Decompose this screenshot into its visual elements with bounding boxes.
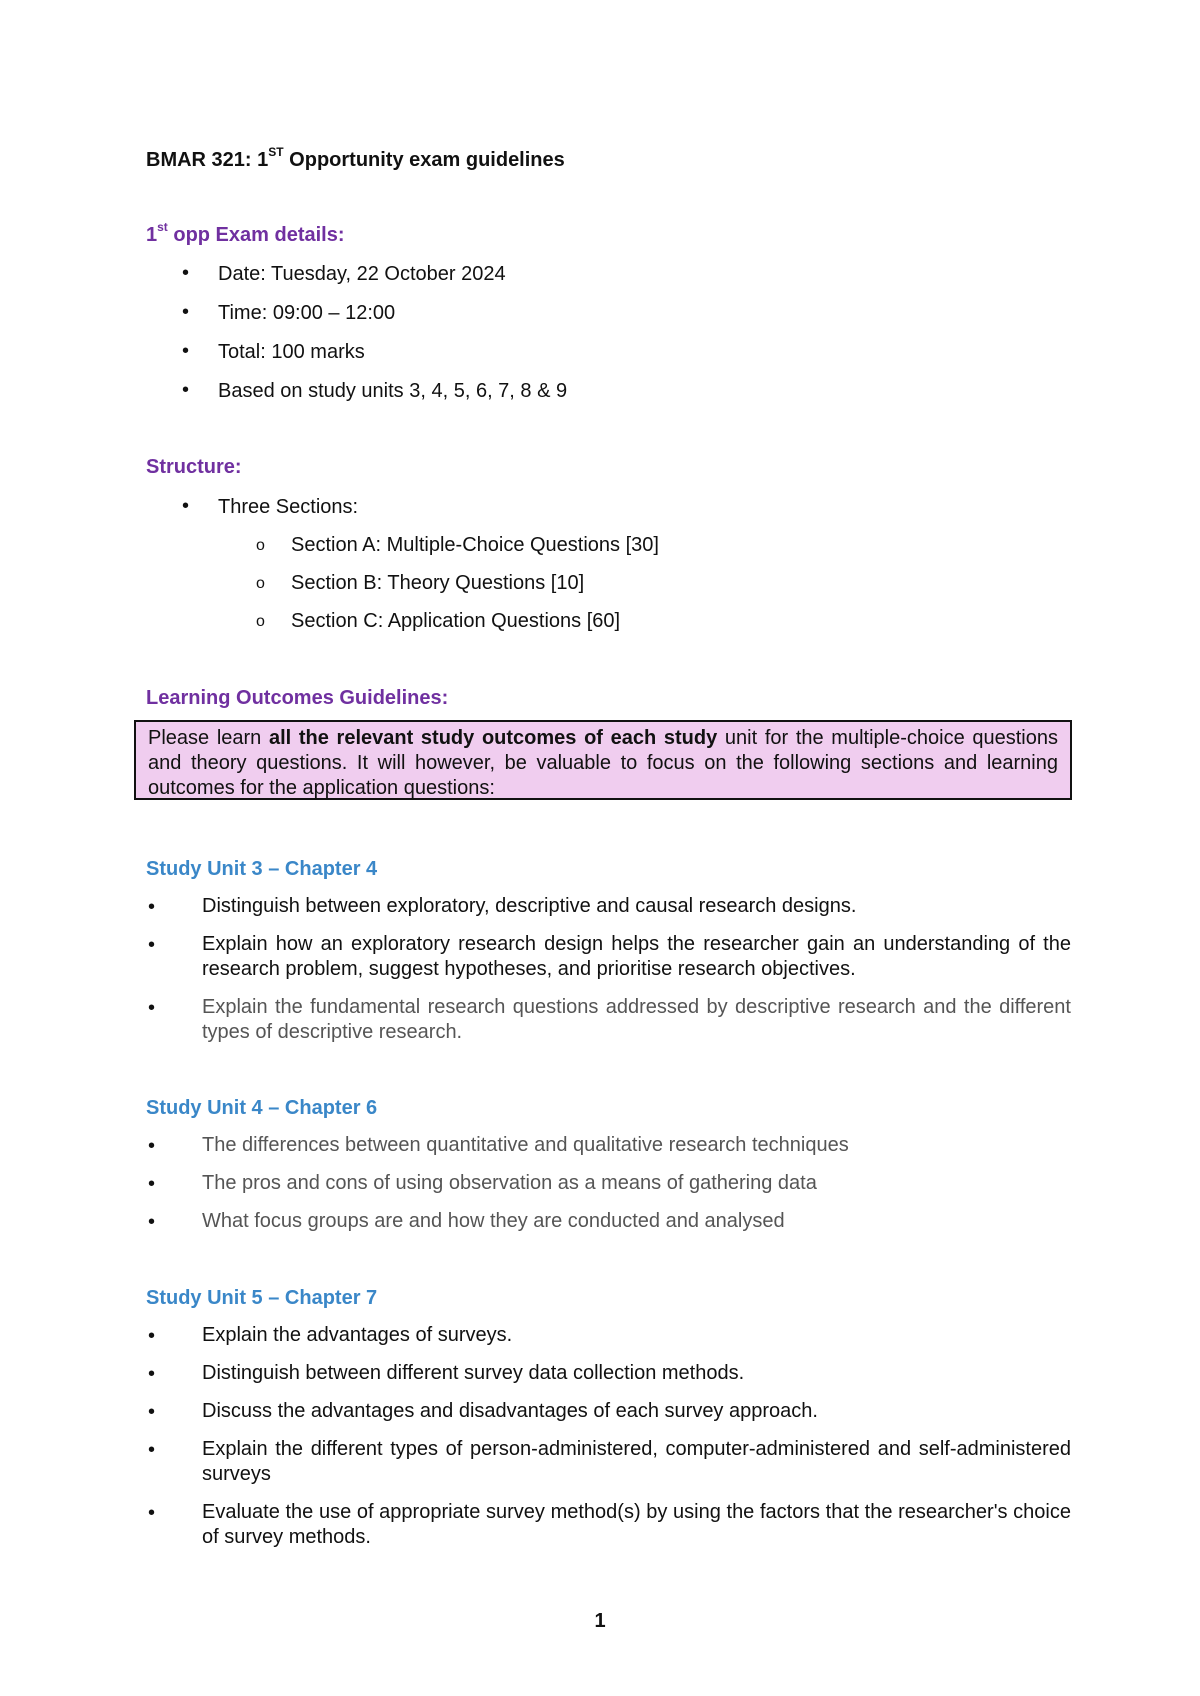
- study-unit-4-heading: Study Unit 4 – Chapter 6: [146, 1097, 378, 1119]
- exam-date: Date: Tuesday, 22 October 2024: [218, 263, 506, 285]
- bullet-icon: •: [148, 1401, 156, 1423]
- list-item: Discuss the advantages and disadvantages of each survey approach.: [202, 1400, 818, 1422]
- list-item: The pros and cons of using observation as a means of gathering data: [202, 1172, 817, 1194]
- circle-bullet-icon: o: [256, 537, 265, 554]
- bullet-icon: •: [148, 1135, 156, 1157]
- section-b: Section B: Theory Questions [10]: [291, 572, 585, 594]
- list-item: What focus groups are and how they are conducted and analysed: [202, 1210, 785, 1232]
- exam-total: Total: 100 marks: [218, 341, 365, 363]
- bullet-icon: •: [148, 934, 156, 956]
- bullet-icon: •: [148, 1173, 156, 1195]
- bullet-icon: •: [148, 1502, 156, 1524]
- study-unit-5-heading: Study Unit 5 – Chapter 7: [146, 1287, 378, 1309]
- structure-heading: Structure:: [146, 456, 242, 478]
- title-text-suffix: Opportunity exam guidelines: [283, 149, 565, 171]
- bullet-icon: •: [148, 1439, 156, 1461]
- heading-text: 1: [146, 224, 158, 246]
- note-text-suffix: unit for the multiple-choice questions and theory questions. It will however, be valuable to focus on the following sections and learning outcomes for the application questions:: [148, 727, 1058, 799]
- title-text: BMAR 321: 1: [146, 149, 269, 171]
- bullet-icon: •: [148, 896, 156, 918]
- exam-study-units: Based on study units 3, 4, 5, 6, 7, 8 & 9: [218, 380, 568, 402]
- list-item: Explain how an exploratory research design helps the researcher gain an understanding of the research problem, suggest hypotheses, and prioritise research objectives.: [202, 933, 1071, 980]
- learning-outcomes-heading: Learning Outcomes Guidelines:: [146, 687, 449, 709]
- bullet-icon: •: [182, 379, 190, 401]
- heading-superscript: st: [157, 220, 168, 235]
- list-item: Explain the fundamental research questions addressed by descriptive research and the different types of descriptive research.: [202, 996, 1071, 1043]
- list-item: Distinguish between different survey data collection methods.: [202, 1362, 745, 1384]
- list-item: The differences between quantitative and qualitative research techniques: [202, 1134, 849, 1156]
- bullet-icon: •: [148, 997, 156, 1019]
- bullet-icon: •: [182, 301, 190, 323]
- page-number: 1: [594, 1610, 606, 1632]
- list-item: Evaluate the use of appropriate survey method(s) by using the factors that the researcher's choice of survey methods.: [202, 1501, 1071, 1548]
- circle-bullet-icon: o: [256, 575, 265, 592]
- circle-bullet-icon: o: [256, 613, 265, 630]
- list-item: Explain the different types of person-administered, computer-administered and self-administered surveys: [202, 1438, 1071, 1485]
- study-unit-3-heading: Study Unit 3 – Chapter 4: [146, 858, 378, 880]
- exam-details-heading: [146, 220, 345, 247]
- section-c: Section C: Application Questions [60]: [291, 610, 621, 632]
- note-text: Please learn: [148, 727, 269, 749]
- structure-sections: Three Sections:: [218, 496, 359, 518]
- title-superscript: ST: [268, 145, 284, 160]
- bullet-icon: •: [182, 340, 190, 362]
- bullet-icon: •: [148, 1363, 156, 1385]
- list-item: Explain the advantages of surveys.: [202, 1324, 513, 1346]
- list-item: Distinguish between exploratory, descriptive and causal research designs.: [202, 895, 857, 917]
- note-emphasis: all the relevant study outcomes of each study: [268, 727, 718, 749]
- learning-outcomes-note: [134, 720, 1072, 800]
- heading-text-suffix: opp Exam details:: [167, 224, 345, 246]
- bullet-icon: •: [148, 1325, 156, 1347]
- bullet-icon: •: [182, 495, 190, 517]
- exam-time: Time: 09:00 – 12:00: [218, 302, 396, 324]
- document-title: [146, 145, 565, 172]
- bullet-icon: •: [148, 1211, 156, 1233]
- section-a: Section A: Multiple-Choice Questions [30]: [291, 534, 659, 556]
- bullet-icon: •: [182, 262, 190, 284]
